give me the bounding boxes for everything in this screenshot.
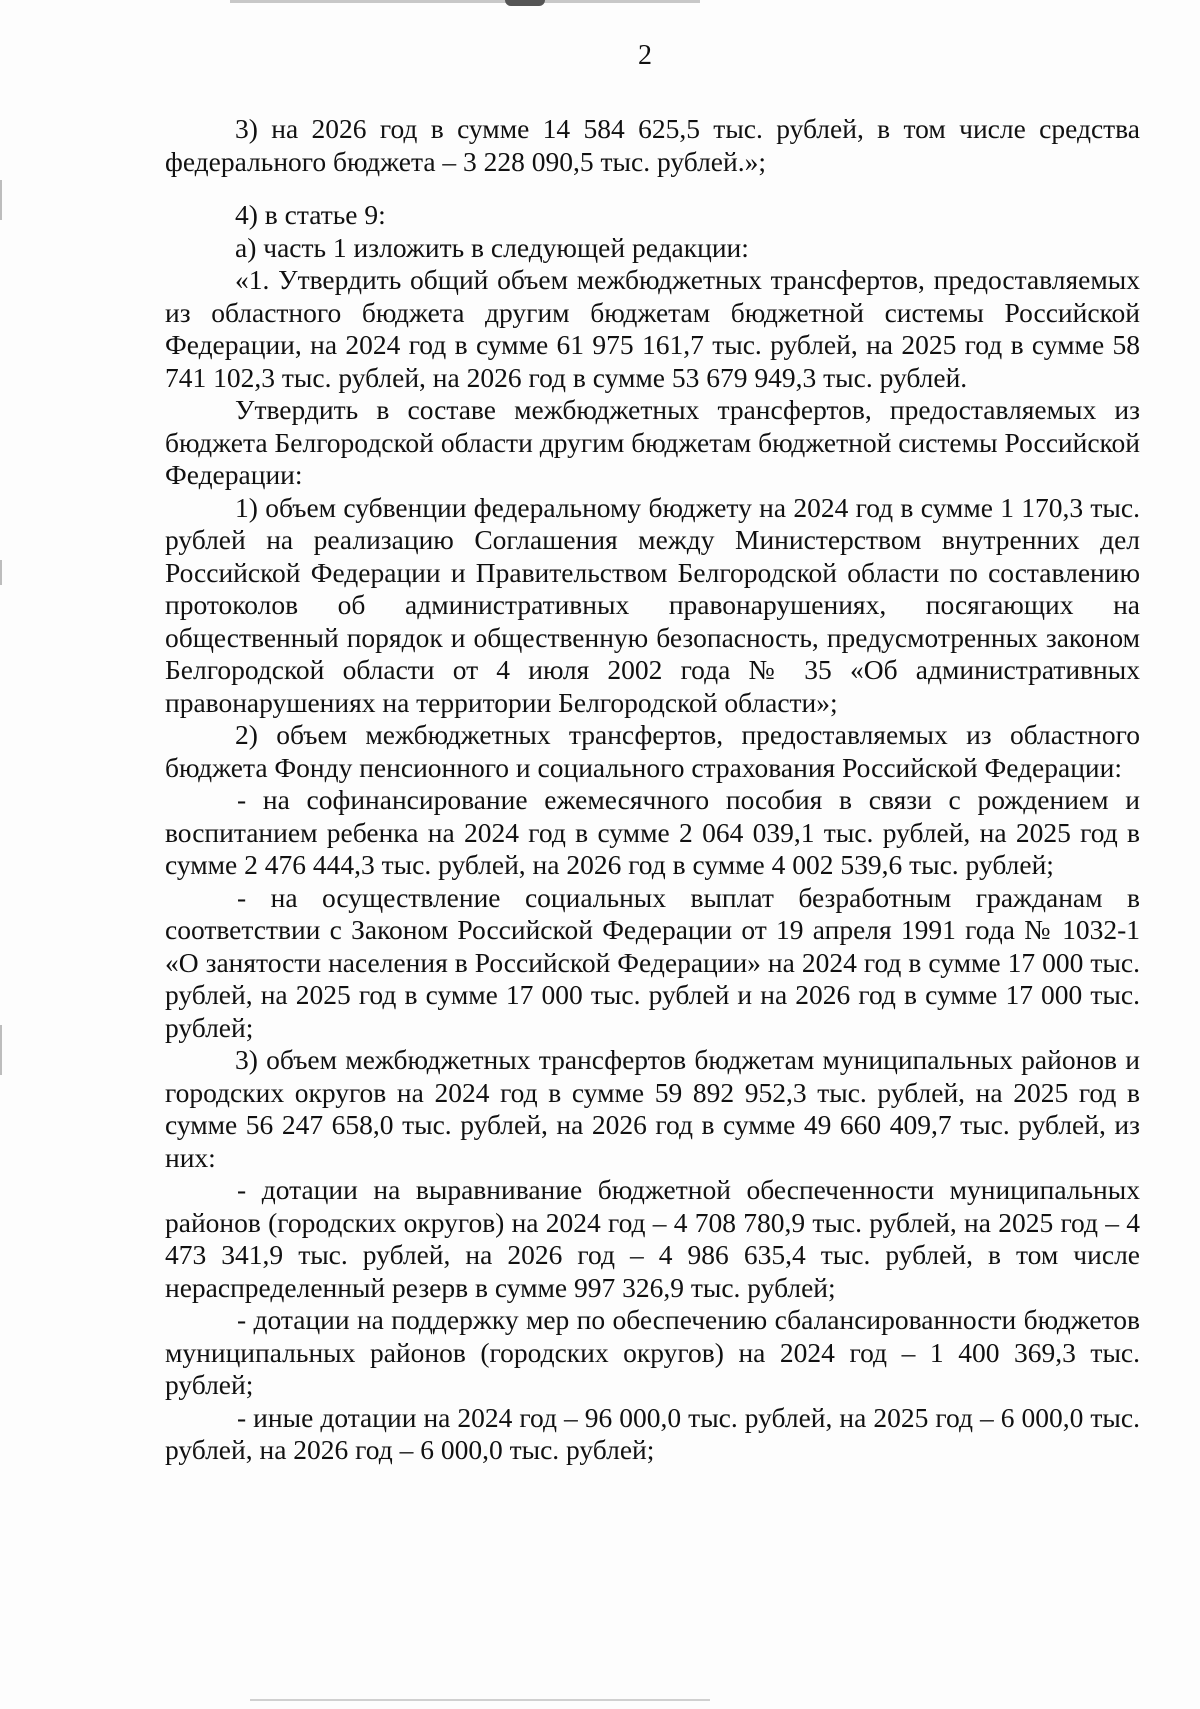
paragraph-2026-budget: 3) на 2026 год в сумме 14 584 625,5 тыс. рублей, в том числе средства федерального бюджета – 3 228 090,5 тыс. рублей.»; <box>165 113 1140 177</box>
scan-artifact-left <box>0 560 2 585</box>
paragraph-balance-grants: - дотации на поддержку мер по обеспечению сбалансированности бюджетов муниципальных районов (городских округов) на 2024 год – 1 400 369,3 тыс. рублей; <box>165 1304 1140 1400</box>
document-body <box>165 113 1140 1467</box>
paragraph-item-1-subvention: 1) объем субвенции федеральному бюджету на 2024 год в сумме 1 170,3 тыс. рублей на реализацию Соглашения между Министерством внутренних дел Российской Федерации и Правительством Белгородской области по составлению протоколов об административных правонарушениях, посягающих на общественный порядок и общественную безопасность, предусмотренных законом Белгородской области от 4 июля 2002 года № 35 «Об административных правонарушениях на территории Белгородской области»; <box>165 491 1140 718</box>
scan-artifact-left <box>0 1025 2 1075</box>
page-number: 2 <box>638 40 652 71</box>
paragraph-total-transfers: «1. Утвердить общий объем межбюджетных трансфертов, предоставляемых из областного бюджета другим бюджетам бюджетной системы Российской Федерации, на 2024 год в сумме 61 975 161,7 тыс. рублей, на 2025 год в сумме 58 741 102,3 тыс. рублей, на 2026 год в сумме 53 679 949,3 тыс. рублей. <box>165 264 1140 393</box>
paragraph-approve-composition: Утвердить в составе межбюджетных трансфертов, предоставляемых из бюджета Белгородской области другим бюджетам бюджетной системы Российской Федерации: <box>165 394 1140 490</box>
paragraph-unemployment-payments: - на осуществление социальных выплат безработным гражданам в соответствии с Законом Российской Федерации от 19 апреля 1991 года № 1032-1 «О занятости населения в Российской Федерации» на 2024 год в сумме 17 000 тыс. рублей, на 2025 год в сумме 17 000 тыс. рублей и на 2026 год в сумме 17 000 тыс. рублей; <box>165 881 1140 1043</box>
paragraph-child-allowance: - на софинансирование ежемесячного пособия в связи с рождением и воспитанием ребенка на 2024 год в сумме 2 064 039,1 тыс. рублей, на 2025 год в сумме 2 476 444,3 тыс. рублей, на 2026 год в сумме 4 002 539,6 тыс. рублей; <box>165 784 1140 880</box>
paragraph-other-grants: - иные дотации на 2024 год – 96 000,0 тыс. рублей, на 2025 год – 6 000,0 тыс. рублей, на 2026 год – 6 000,0 тыс. рублей; <box>165 1401 1140 1465</box>
scan-artifact-left <box>0 180 2 220</box>
paragraph-article-9: 4) в статье 9: <box>235 199 386 230</box>
paragraph-part-1-heading: а) часть 1 изложить в следующей редакции: <box>235 231 749 263</box>
scan-artifact-bottom <box>250 1699 710 1701</box>
paragraph-item-2-pension-fund: 2) объем межбюджетных трансфертов, предоставляемых из областного бюджета Фонду пенсионного и социального страхования Российской Федерации: <box>165 719 1140 783</box>
paragraph-item-3-municipal: 3) объем межбюджетных трансфертов бюджетам муниципальных районов и городских округов на 2024 год в сумме 59 892 952,3 тыс. рублей, на 2025 год в сумме 56 247 658,0 тыс. рублей, на 2026 год в сумме 49 660 409,7 тыс. рублей, из них: <box>165 1044 1140 1173</box>
scan-artifact-mark <box>505 0 545 6</box>
scan-artifact-top <box>230 0 700 3</box>
paragraph-equalization-grants: - дотации на выравнивание бюджетной обеспеченности муниципальных районов (городских округов) на 2024 год – 4 708 780,9 тыс. рублей, на 2025 год – 4 473 341,9 тыс. рублей, на 2026 год – 4 986 635,4 тыс. рублей, в том числе нераспределенный резерв в сумме 997 326,9 тыс. рублей; <box>165 1174 1140 1303</box>
